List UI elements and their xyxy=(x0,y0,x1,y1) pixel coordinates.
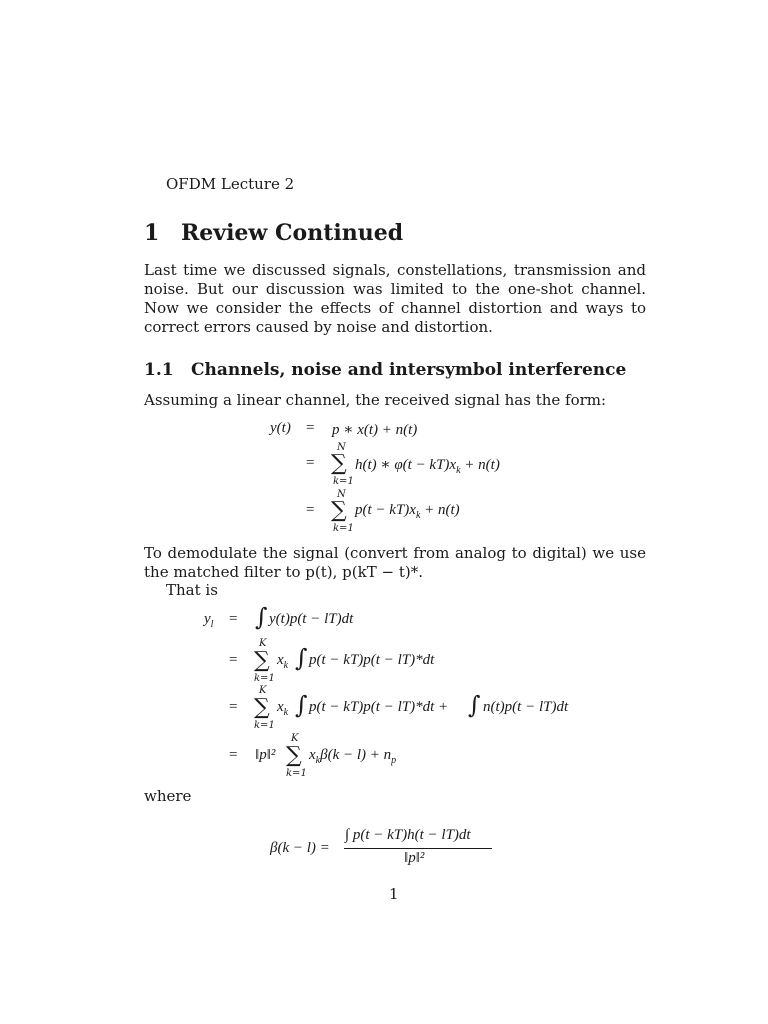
intro-paragraph: Last time we discussed signals, constellations, transmission and noise. But our discussion was limited to the one-shot channel. Now we consider the effects of channel distortion and ways to correct errors caused by noise and distortion. xyxy=(144,261,646,336)
section-title: Review Continued xyxy=(181,220,404,246)
eq1-equals-2: = xyxy=(306,455,315,471)
where-text: where xyxy=(144,787,192,805)
eq2-sum-upper-2: K xyxy=(259,685,267,696)
summation-icon: ∑ xyxy=(254,648,270,673)
eq2-lhs: y xyxy=(204,611,211,627)
eq1-row2-tail: + n(t) xyxy=(460,457,500,473)
eq2-row4c-sub: p xyxy=(391,755,397,766)
eq2-equals-4: = xyxy=(229,747,238,763)
eq2-equals-1: = xyxy=(229,611,238,627)
eq3-numerator: ∫ p(t − kT)h(t − lT)dt xyxy=(345,827,471,843)
eq1-row2-sub: k xyxy=(456,465,461,476)
subsection-number: 1.1 xyxy=(144,360,174,380)
eq1-row3-sub: k xyxy=(415,510,421,521)
fraction-bar xyxy=(344,848,492,849)
eq2-sum-lower-2: k=1 xyxy=(254,720,275,731)
running-header: OFDM Lecture 2 xyxy=(166,175,295,193)
eq2-sum-lower-3: k=1 xyxy=(286,768,307,779)
page-number: 1 xyxy=(389,885,399,903)
subsection-heading xyxy=(144,360,626,380)
eq2-row1: y(t)p(t − lT)dt xyxy=(269,611,354,627)
integral-icon: ∫ xyxy=(295,644,308,672)
eq1-equals-1: = xyxy=(306,420,315,436)
eq2-sum-upper-1: K xyxy=(259,638,267,649)
eq2-xk-1: x xyxy=(277,652,284,668)
summation-icon: ∑ xyxy=(331,498,347,523)
eq2-equals-3: = xyxy=(229,699,238,715)
eq1-sum-upper-1: N xyxy=(337,442,346,453)
subsection-title: Channels, noise and intersymbol interference xyxy=(191,360,627,380)
eq1-sum-upper-2: N xyxy=(337,489,346,500)
eq2-xk-sub-1: k xyxy=(283,660,289,671)
eq1-sum-lower-2: k=1 xyxy=(333,523,354,534)
eq1-sum-lower-1: k=1 xyxy=(333,476,354,487)
eq1-equals-3: = xyxy=(306,502,315,518)
eq1-row1: p ∗ x(t) + n(t) xyxy=(332,422,418,438)
eq2-lhs-sub: l xyxy=(210,619,214,630)
eq2-row3b: n(t)p(t − lT)dt xyxy=(483,699,569,715)
integral-icon: ∫ xyxy=(295,691,308,719)
eq2-row4b-sub: k xyxy=(315,755,321,766)
integral-icon: ∫ xyxy=(468,691,481,719)
that-is-text: That is xyxy=(166,581,218,599)
section-heading xyxy=(144,220,403,246)
eq3-lhs: β(k − l) = xyxy=(270,840,330,856)
matched-filter-paragraph: To demodulate the signal (convert from analog to digital) we use the matched filter to p(t), p(kT − t)*. xyxy=(144,544,646,581)
summation-icon: ∑ xyxy=(331,451,347,476)
eq2-row4b: x xyxy=(309,747,316,763)
eq2-row4c: β(k − l) + n xyxy=(320,747,392,763)
eq1-lhs: y(t) xyxy=(270,420,291,436)
section-number: 1 xyxy=(144,220,160,246)
eq2-row3a: p(t − kT)p(t − lT)*dt + xyxy=(309,699,449,715)
eq3-denominator: ‖p‖² xyxy=(404,850,425,866)
linear-channel-paragraph: Assuming a linear channel, the received signal has the form: xyxy=(144,391,607,409)
integral-icon: ∫ xyxy=(255,603,268,631)
summation-icon: ∑ xyxy=(254,695,270,720)
eq2-row2: p(t − kT)p(t − lT)*dt xyxy=(309,652,435,668)
eq2-xk-2: x xyxy=(277,699,284,715)
eq2-xk-sub-2: k xyxy=(283,707,289,718)
eq1-row3: p(t − kT)x xyxy=(355,502,416,518)
eq2-equals-2: = xyxy=(229,652,238,668)
eq2-sum-lower-1: k=1 xyxy=(254,673,275,684)
summation-icon: ∑ xyxy=(286,743,302,768)
eq1-row3-tail: + n(t) xyxy=(420,502,460,518)
eq2-row4a: ‖p‖² xyxy=(255,747,276,763)
eq1-row2: h(t) ∗ φ(t − kT)x xyxy=(355,457,457,473)
eq2-sum-upper-3: K xyxy=(291,733,299,744)
